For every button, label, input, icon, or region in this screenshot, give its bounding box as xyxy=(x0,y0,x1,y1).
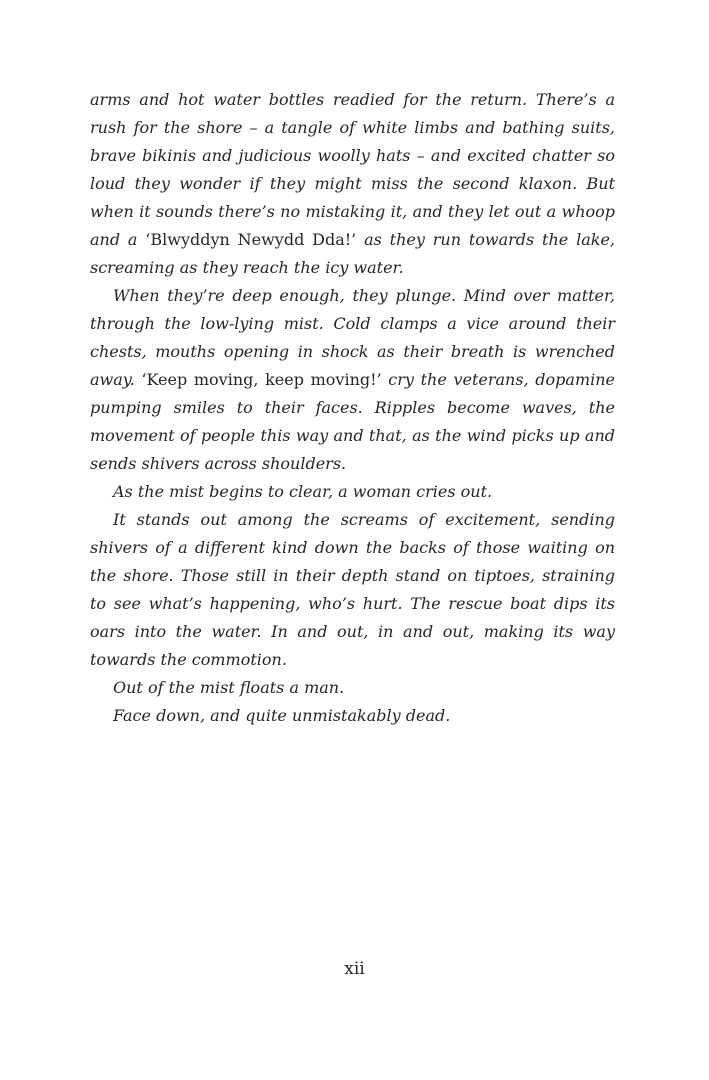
page-number: xii xyxy=(344,959,365,979)
paragraph xyxy=(90,478,615,506)
text-segment: When they’re deep enough, they plunge. Mind over matter, through the low-lying mist. Cold clamps a vice around their chests, mouths opening in shock as their breath is wrenched away. xyxy=(90,286,615,389)
paragraph xyxy=(90,282,615,478)
body-text xyxy=(90,86,615,730)
paragraph xyxy=(90,86,615,282)
text-segment: Out of the mist floats a man. xyxy=(113,678,345,697)
spoken-phrase: ‘Keep moving, keep moving!’ xyxy=(141,370,382,389)
text-segment: as they run towards the lake, screaming as they reach the icy water. xyxy=(90,230,615,277)
paragraph xyxy=(90,702,615,730)
text-segment: Face down, and quite unmistakably dead. xyxy=(113,706,451,725)
spoken-phrase: ‘Blwyddyn Newydd Dda!’ xyxy=(145,230,357,249)
text-segment: cry the veterans, dopamine pumping smiles to their faces. Ripples become waves, the movement of people this way and that, as the wind picks up and sends shivers across shoulders. xyxy=(90,370,616,473)
paragraph xyxy=(90,506,615,674)
paragraph xyxy=(90,674,615,702)
text-segment: It stands out among the screams of excitement, sending shivers of a different kind down the backs of those waiting on the shore. Those still in their depth stand on tiptoes, straining to see what’s happening, who’s hurt. The rescue boat dips its oars into the water. In and out, in and out, making its way towards the commotion. xyxy=(90,510,615,669)
text-segment: As the mist begins to clear, a woman cries out. xyxy=(113,482,493,501)
text-segment: arms and hot water bottles readied for the return. There’s a rush for the shore – a tangle of white limbs and bathing suits, brave bikinis and judicious woolly hats – and excited chatter so loud they wonder if they might miss the second klaxon. But when it sounds there’s no mistaking it, and they let out a whoop and a xyxy=(90,90,615,249)
